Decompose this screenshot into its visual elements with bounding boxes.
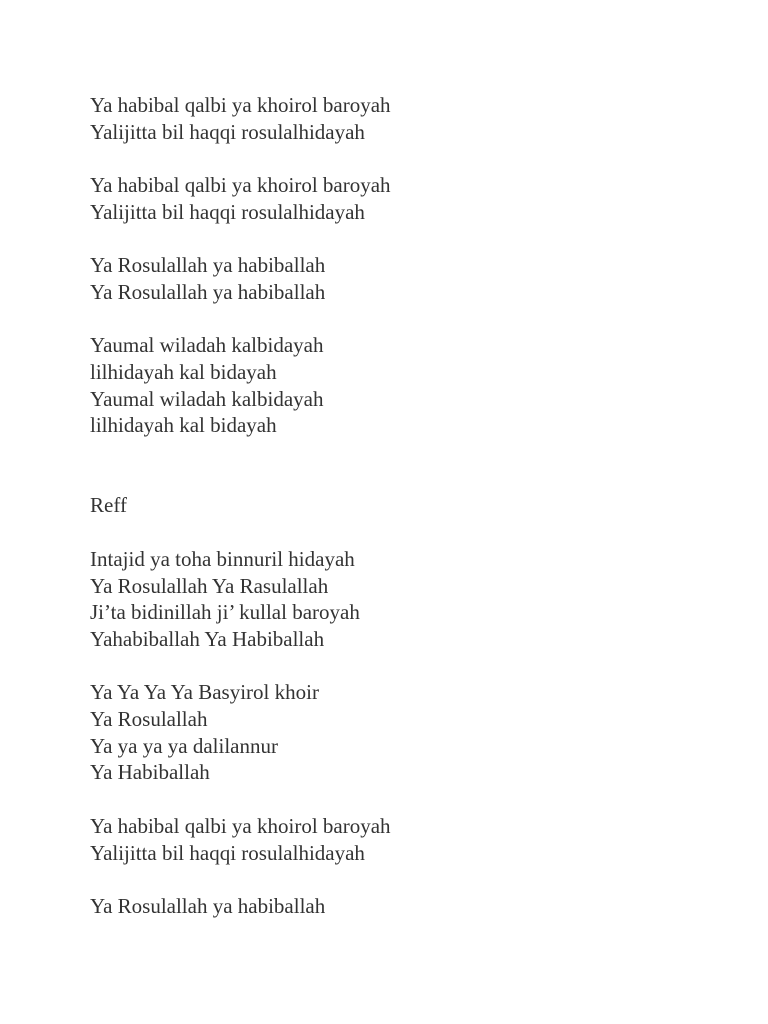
lyric-line: Ya habibal qalbi ya khoirol baroyah [90,93,391,117]
reff-heading: Reff [90,493,127,518]
stanza-6 [90,546,730,653]
lyric-line: Yahabiballah Ya Habiballah [90,626,325,651]
lyrics-document [90,92,730,946]
reff-heading-block [90,492,730,519]
lyric-line: Ya Ya Ya Ya Basyirol khoir [90,680,319,705]
lyric-line: Ji’ta bidinillah ji’ kullal baroyah [90,600,360,625]
lyric-line: Ya Rosulallah ya habiballah [90,279,326,304]
stanza-9 [90,893,730,920]
lyric-line: Ya Rosulallah [90,707,208,732]
lyric-line: Yaumal wiladah kalbidayah [90,333,324,358]
lyric-line: Yalijitta bil haqqi rosulalhidayah [90,840,365,865]
lyric-line: Ya Rosulallah ya habiballah [90,893,326,918]
stanza-4 [90,332,730,439]
stanza-2 [90,172,730,225]
lyric-line: Yalijitta bil haqqi rosulalhidayah [90,199,365,224]
stanza-3 [90,252,730,305]
lyric-line: Ya ya ya ya dalilannur [90,733,278,758]
lyric-line: Intajid ya toha binnuril hidayah [90,546,355,571]
stanza-1 [90,92,730,145]
lyric-line: lilhidayah kal bidayah [90,413,277,438]
lyric-line: Ya habibal qalbi ya khoirol baroyah [90,813,391,838]
lyric-line: Yalijitta bil haqqi rosulalhidayah [90,119,365,144]
lyric-line: Yaumal wiladah kalbidayah [90,386,324,411]
stanza-8 [90,813,730,866]
lyric-line: Ya Rosulallah Ya Rasulallah [90,573,329,598]
lyric-line: Ya Habiballah [90,760,210,785]
lyric-line: Ya habibal qalbi ya khoirol baroyah [90,173,391,198]
stanza-7 [90,679,730,786]
lyric-line: Ya Rosulallah ya habiballah [90,253,326,278]
lyric-line: lilhidayah kal bidayah [90,359,277,384]
